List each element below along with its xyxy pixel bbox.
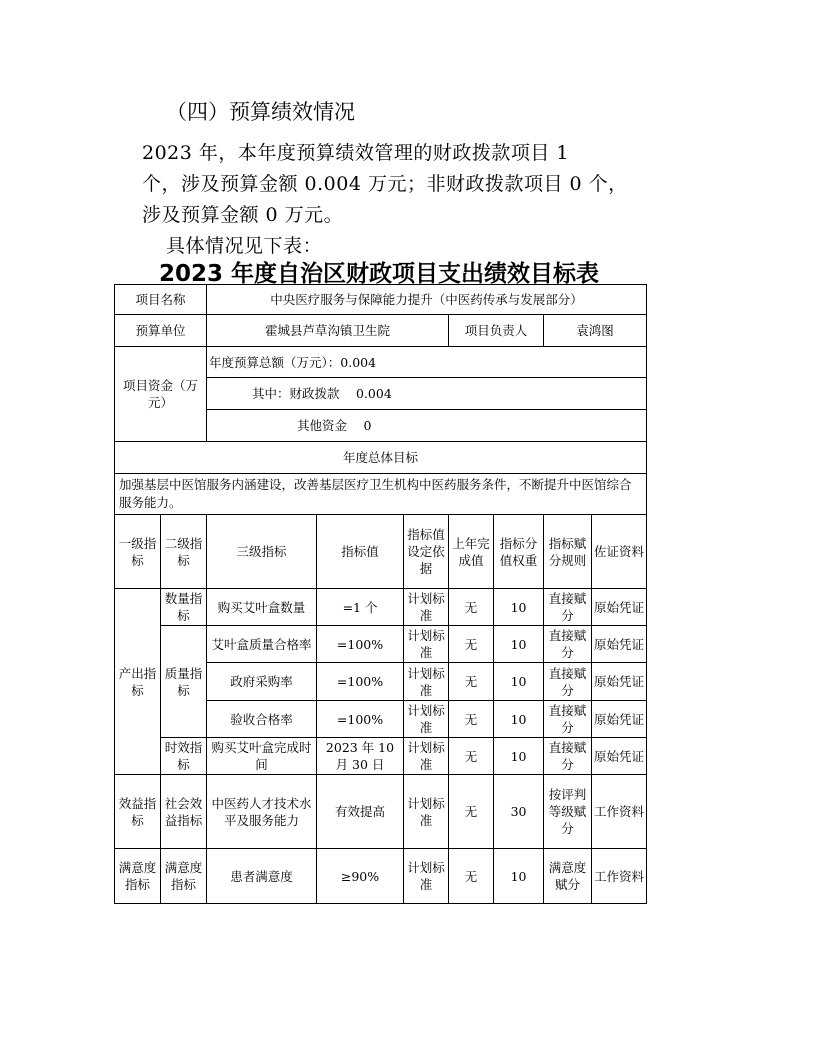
paragraph-line-4: 具体情况见下表： — [166, 235, 323, 257]
table-row — [115, 626, 647, 663]
cell-rule: 直接赋分 — [544, 663, 592, 701]
paragraph-line-1: 2023 年，本年度预算绩效管理的财政拨款项目 1 — [142, 142, 570, 164]
cell-evidence: 原始凭证 — [592, 738, 647, 775]
fiscal-funds: 其中：财政拨款 0.004 — [207, 378, 647, 410]
cell-weight: 10 — [494, 738, 544, 775]
cell-value: 2023 年 10 月 30 日 — [317, 738, 404, 775]
group-quality: 质量指标 — [161, 626, 207, 738]
cell-prev: 无 — [449, 626, 494, 663]
cell-value: =100% — [317, 626, 404, 663]
header-evidence: 佐证资料 — [592, 515, 647, 589]
budget-unit-value: 霍城县芦草沟镇卫生院 — [207, 315, 449, 347]
budget-unit-label: 预算单位 — [115, 315, 207, 347]
cell-weight: 10 — [494, 849, 544, 904]
group-social-benefit: 社会效益指标 — [161, 775, 207, 849]
cell-rule: 按评判等级赋分 — [544, 775, 592, 849]
cell-rule: 满意度赋分 — [544, 849, 592, 904]
cell-value: ≥90% — [317, 849, 404, 904]
cell-weight: 10 — [494, 663, 544, 701]
header-level2: 二级指标 — [161, 515, 207, 589]
funds-label: 项目资金（万元） — [115, 347, 207, 442]
cell-l3: 患者满意度 — [207, 849, 317, 904]
cell-rule: 直接赋分 — [544, 738, 592, 775]
cell-value: =100% — [317, 663, 404, 701]
cell-value: =1 个 — [317, 589, 404, 626]
cell-evidence: 原始凭证 — [592, 663, 647, 701]
header-weight: 指标分值权重 — [494, 515, 544, 589]
cell-prev: 无 — [449, 849, 494, 904]
annual-total: 年度预算总额（万元）：0.004 — [207, 347, 647, 378]
group-quantity: 数量指标 — [161, 589, 207, 626]
header-rule: 指标赋分规则 — [544, 515, 592, 589]
cell-rule: 直接赋分 — [544, 589, 592, 626]
cell-evidence: 工作资料 — [592, 775, 647, 849]
header-row — [115, 515, 647, 589]
group-timeliness: 时效指标 — [161, 738, 207, 775]
section-heading: （四）预算绩效情况 — [166, 100, 355, 124]
cell-weight: 10 — [494, 589, 544, 626]
cell-value: 有效提高 — [317, 775, 404, 849]
responsible-label: 项目负责人 — [449, 315, 544, 347]
table-row — [115, 775, 647, 849]
cell-weight: 10 — [494, 701, 544, 738]
table-row — [115, 849, 647, 904]
cell-basis: 计划标准 — [404, 663, 449, 701]
cell-prev: 无 — [449, 701, 494, 738]
header-basis: 指标值设定依据 — [404, 515, 449, 589]
cell-basis: 计划标准 — [404, 738, 449, 775]
cell-basis: 计划标准 — [404, 849, 449, 904]
cell-evidence: 原始凭证 — [592, 701, 647, 738]
cell-l3: 中医药人才技术水平及服务能力 — [207, 775, 317, 849]
header-value: 指标值 — [317, 515, 404, 589]
cell-l3: 验收合格率 — [207, 701, 317, 738]
cell-value: =100% — [317, 701, 404, 738]
cell-rule: 直接赋分 — [544, 626, 592, 663]
group-satisfaction-sub: 满意度指标 — [161, 849, 207, 904]
cell-weight: 10 — [494, 626, 544, 663]
goal-label: 年度总体目标 — [115, 442, 647, 474]
cell-prev: 无 — [449, 775, 494, 849]
cell-evidence: 原始凭证 — [592, 626, 647, 663]
cell-l3: 购买艾叶盒数量 — [207, 589, 317, 626]
cell-evidence: 工作资料 — [592, 849, 647, 904]
goal-text: 加强基层中医馆服务内涵建设，改善基层医疗卫生机构中医药服务条件，不断提升中医馆综合服务能力。 — [115, 474, 647, 515]
cell-weight: 30 — [494, 775, 544, 849]
table-row — [115, 347, 647, 378]
responsible-value: 袁鸿图 — [544, 315, 647, 347]
cell-l3: 政府采购率 — [207, 663, 317, 701]
paragraph-line-3: 涉及预算金额 0 万元。 — [142, 204, 344, 226]
other-funds: 其他资金 0 — [207, 410, 647, 442]
project-name-label: 项目名称 — [115, 285, 207, 315]
paragraph-line-2: 个，涉及预算金额 0.004 万元；非财政拨款项目 0 个， — [142, 173, 628, 195]
cell-evidence: 原始凭证 — [592, 589, 647, 626]
table-row — [115, 285, 647, 315]
cell-basis: 计划标准 — [404, 701, 449, 738]
header-level3: 三级指标 — [207, 515, 317, 589]
cell-prev: 无 — [449, 589, 494, 626]
cell-rule: 直接赋分 — [544, 701, 592, 738]
table-row — [115, 589, 647, 626]
cell-basis: 计划标准 — [404, 775, 449, 849]
table-row — [115, 442, 647, 474]
cell-basis: 计划标准 — [404, 626, 449, 663]
cell-l3: 艾叶盒质量合格率 — [207, 626, 317, 663]
cell-basis: 计划标准 — [404, 589, 449, 626]
cell-prev: 无 — [449, 663, 494, 701]
group-output: 产出指标 — [115, 589, 161, 775]
performance-target-table — [114, 284, 647, 904]
cell-prev: 无 — [449, 738, 494, 775]
table-row — [115, 474, 647, 515]
table-title: 2023 年度自治区财政项目支出绩效目标表 — [159, 261, 600, 287]
table-row — [115, 738, 647, 775]
group-satisfaction: 满意度指标 — [115, 849, 161, 904]
table-row — [115, 315, 647, 347]
group-benefit: 效益指标 — [115, 775, 161, 849]
project-name-value: 中央医疗服务与保障能力提升（中医药传承与发展部分） — [207, 285, 647, 315]
header-prev: 上年完成值 — [449, 515, 494, 589]
header-level1: 一级指标 — [115, 515, 161, 589]
cell-l3: 购买艾叶盒完成时间 — [207, 738, 317, 775]
